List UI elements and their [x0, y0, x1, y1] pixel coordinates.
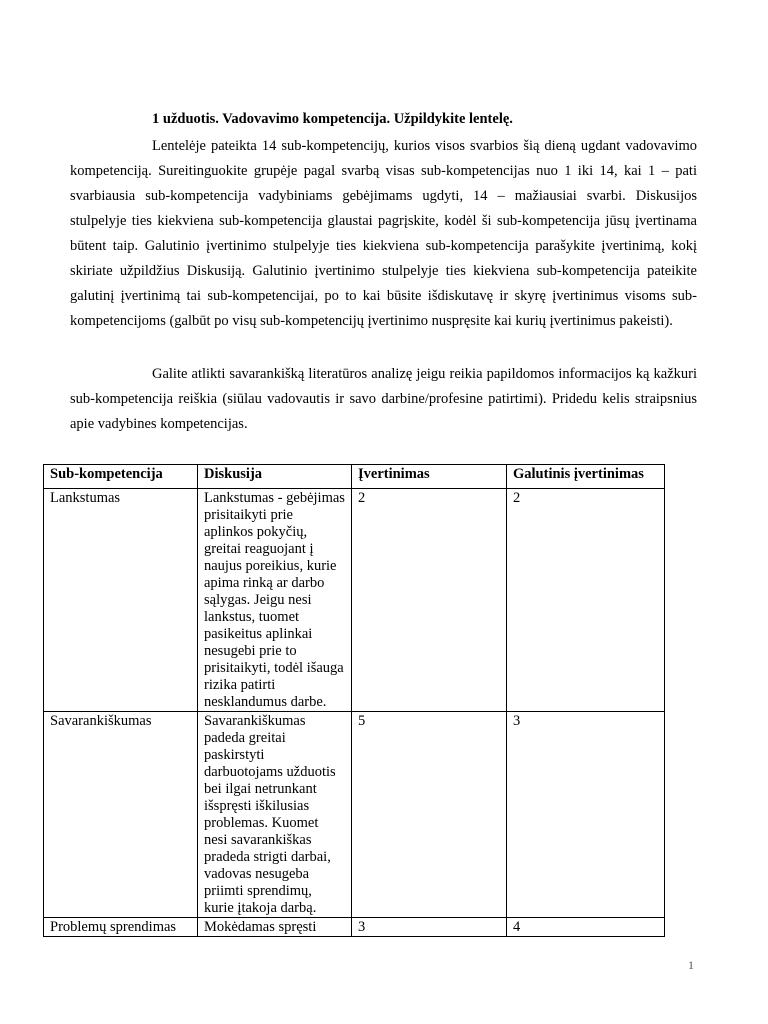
task-heading-title: 1 užduotis. Vadovavimo kompetencija — [152, 111, 387, 127]
cell-rating: 3 — [352, 918, 507, 937]
cell-rating: 2 — [352, 489, 507, 712]
header-discussion: Diskusija — [198, 465, 352, 489]
task-heading-instruction: . Užpildykite lentelę. — [386, 111, 513, 127]
cell-rating: 5 — [352, 712, 507, 918]
instruction-paragraph-2: Galite atlikti savarankišką literatūros analizę jeigu reikia papildomos informacijos ką kažkuri sub-kompetencija reiškia (siūlau vadovautis ir savo darbine/profesine patirtimi). Pridedu kelis straipsnius apie vadybines kompetencijas. — [70, 366, 697, 432]
table-row — [44, 489, 665, 712]
table-header-row — [44, 465, 665, 489]
table-row — [44, 918, 665, 937]
competency-table — [43, 464, 665, 937]
page-number: 1 — [688, 958, 694, 972]
cell-sub-competency: Savarankiškumas — [44, 712, 198, 918]
task-heading — [152, 111, 513, 128]
header-final-rating: Galutinis įvertinimas — [507, 465, 665, 489]
table-row — [44, 712, 665, 918]
cell-sub-competency: Problemų sprendimas — [44, 918, 198, 937]
cell-sub-competency: Lankstumas — [44, 489, 198, 712]
header-sub-competency: Sub-kompetencija — [44, 465, 198, 489]
header-rating: Įvertinimas — [352, 465, 507, 489]
instruction-paragraph-1: Lentelėje pateikta 14 sub-kompetencijų, kurios visos svarbios šią dieną ugdant vadovavimo kompetenciją. Sureitinguokite grupėje pagal svarbą visas sub-kompetencijas nuo 1 iki 14, kai 1 – pati svarbiausia sub-kompetencija vadybiniams gebėjimams ugdyti, 14 – mažiausiai svarbi. Diskusijos stulpelyje ties kiekviena sub-kompetencija glaustai pagrįskite, kodėl ši sub-kompetencija jūsų įvertinama būtent taip. Galutinio įvertinimo stulpelyje ties kiekviena sub-kompetencija parašykite įvertinimą, kokį skiriate užpildžius Diskusiją. Galutinio įvertinimo stulpelyje ties kiekviena sub-kompetencija pateikite galutinį įvertinimą tai sub-kompetencijai, po to kai būsite išdiskutavę ir skyrę įvertinimus visoms sub-kompetencijoms (galbūt po visų sub-kompetencijų įvertinimo nuspręsite kai kurių įvertinimus pakeisti). — [70, 138, 697, 329]
cell-discussion: Mokėdamas spręsti — [198, 918, 352, 937]
cell-final-rating: 2 — [507, 489, 665, 712]
cell-final-rating: 3 — [507, 712, 665, 918]
cell-discussion: Savarankiškumas padeda greitai paskirstyti darbuotojams užduotis bei ilgai netrunkant išspręsti iškilusias problemas. Kuomet nesi savarankiškas pradeda strigti darbai, vadovas nesugeba priimti sprendimų, kurie įtakoja darbą. — [198, 712, 352, 918]
cell-discussion: Lankstumas - gebėjimas prisitaikyti prie aplinkos pokyčių, greitai reaguojant į naujus poreikius, kurie apima rinką ar darbo sąlygas. Jeigu nesi lankstus, tuomet pasikeitus aplinkai nesugebi prie to prisitaikyti, todėl išauga rizika patirti nesklandumus darbe. — [198, 489, 352, 712]
cell-final-rating: 4 — [507, 918, 665, 937]
